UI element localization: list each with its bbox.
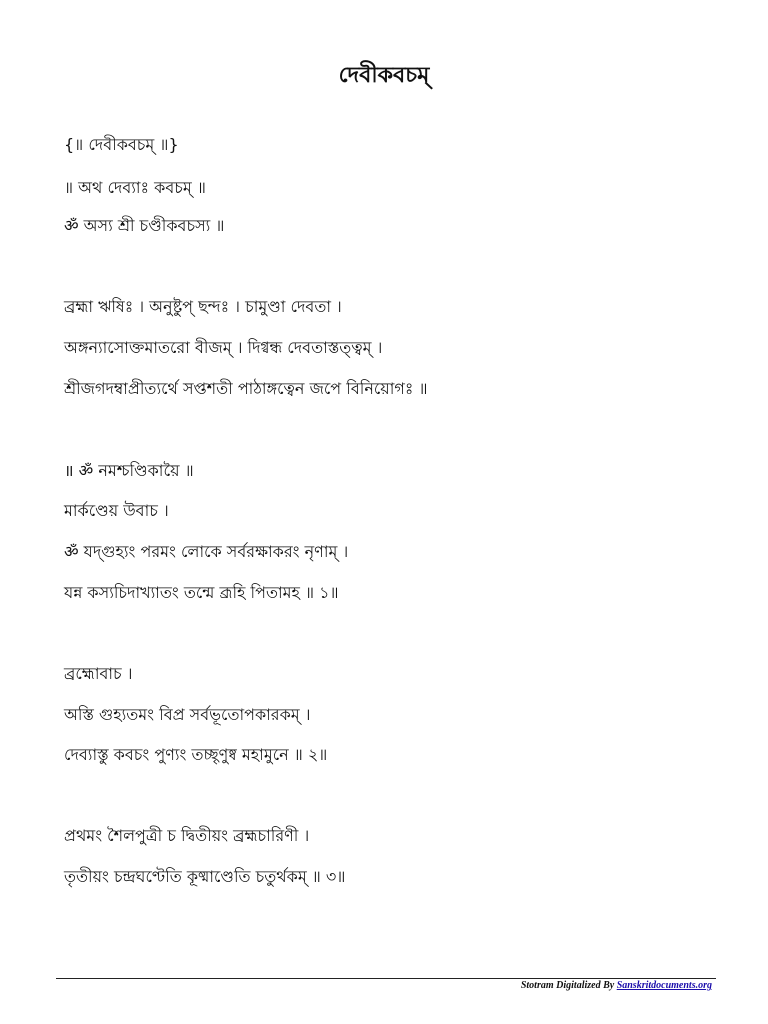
text-line: ॐ যদ্গুহ্যং পরমং লোকে সর্বরক্ষাকরং নৃণাম্ । xyxy=(64,542,349,561)
text-line: ॥ অথ দেব্যাঃ কবচম্ ॥ xyxy=(64,178,206,197)
text-line: {॥ দেবীকবচম্ ॥} xyxy=(64,135,179,154)
footer-credit xyxy=(521,980,712,991)
sanskritdocuments-link[interactable]: Sanskritdocuments.org xyxy=(616,980,712,991)
text-line: অঙ্গন্যাসোক্তমাতরো বীজম্ । দিগ্বন্ধ দেবতাস্তত্ত্বম্ । xyxy=(64,338,383,357)
text-line: ॐ অস্য শ্রী চণ্ডীকবচস্য ॥ xyxy=(64,216,225,235)
text-line: তৃতীয়ং চন্দ্রঘণ্টেতি কূষ্মাণ্ডেতি চতুর্থকম্ ॥ ৩॥ xyxy=(64,867,346,886)
text-line: শ্রীজগদম্বাপ্রীত্যর্থে সপ্তশতী পাঠাঙ্গত্বেন জপে বিনিয়োগঃ ॥ xyxy=(64,379,428,398)
text-line: প্রথমং শৈলপুত্রী চ দ্বিতীয়ং ব্রহ্মচারিণী । xyxy=(64,826,310,845)
text-line: দেব্যাস্তু কবচং পুণ্যং তচ্ছৃণুষ্ব মহামুনে ॥ ২॥ xyxy=(64,745,328,764)
text-line: অস্তি গুহ্যতমং বিপ্র সর্বভূতোপকারকম্ । xyxy=(64,705,311,724)
footer-divider xyxy=(56,978,716,979)
footer-prefix: Stotram Digitalized By xyxy=(520,980,617,991)
text-line: যন্ন কস্যচিদাখ্যাতং তন্মে ব্রূহি পিতামহ ॥ ১॥ xyxy=(64,583,339,602)
text-line: মার্কণ্ডেয় উবাচ । xyxy=(64,501,169,520)
text-line: ॥ ॐ নমশ্চণ্ডিকায়ৈ ॥ xyxy=(64,461,194,480)
text-line: ব্রহ্মা ঋষিঃ । অনুষ্টুপ্ ছন্দঃ । চামুণ্ডা দেবতা । xyxy=(64,297,342,316)
page-title: দেবীকবচম্ xyxy=(338,63,430,88)
text-line: ব্রহ্মোবাচ । xyxy=(64,664,133,683)
